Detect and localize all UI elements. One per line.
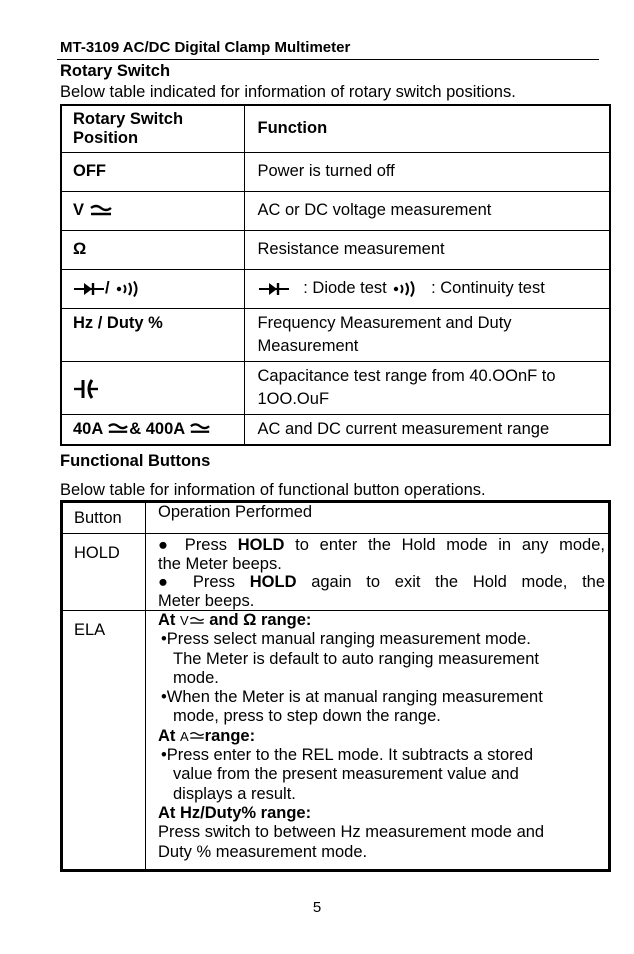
buttons-intro: Below table for information of functional button operations. (60, 481, 486, 499)
position-cell (61, 414, 244, 445)
position-cell: Ω (61, 230, 244, 269)
table-row (62, 611, 610, 871)
hold-line (158, 573, 605, 592)
ela-line: Press switch to between Hz measurement mode and (158, 823, 545, 842)
function-cell (244, 269, 610, 308)
symbol-a: A (180, 728, 189, 744)
ac-dc-icon (107, 421, 129, 437)
position-separator: / (105, 279, 110, 297)
operation-cell (146, 534, 610, 611)
ela-line: Duty % measurement mode. (158, 842, 368, 861)
ela-heading (158, 727, 605, 746)
text: to enter the Hold mode in any mode, (284, 536, 605, 554)
ela-line: mode, press to step down the range. (173, 707, 441, 726)
ela-heading: At Hz/Duty% range: (158, 803, 312, 822)
function-cell: AC or DC voltage measurement (244, 191, 610, 230)
text: and Ω range: (204, 611, 312, 629)
position-cell: Hz / Duty % (61, 308, 244, 361)
operation-cell (146, 611, 610, 871)
table-row (61, 361, 610, 414)
ela-line: The Meter is default to auto ranging measurement (173, 649, 539, 668)
button-name-cell: ELA (62, 611, 146, 871)
function-cell: Capacitance test range from 40.OOnF to 1OO.OuF (244, 361, 610, 414)
table-header-row (62, 502, 610, 534)
header-function: Function (244, 105, 610, 152)
ela-heading (158, 611, 605, 630)
header-position: Rotary Switch Position (61, 105, 244, 152)
diode-icon (73, 281, 105, 297)
table-row (61, 191, 610, 230)
ela-line: value from the present measurement value and (173, 765, 519, 784)
table-row (61, 308, 610, 361)
page-number: 5 (312, 899, 322, 916)
diode-icon (258, 281, 290, 297)
text: At (158, 611, 180, 629)
current-range-b: & 400A (129, 419, 190, 438)
table-row (62, 534, 610, 611)
text: ● Press (158, 536, 238, 554)
diode-test-text: : Diode test (298, 279, 387, 297)
current-range-a: 40A (73, 419, 108, 438)
text-bold: HOLD (249, 573, 297, 591)
document-header: MT-3109 AC/DC Digital Clamp Multimeter (60, 39, 351, 56)
table-row (61, 414, 610, 445)
ela-line: displays a result. (173, 784, 296, 803)
button-name-cell: HOLD (62, 534, 146, 611)
position-cell (61, 269, 244, 308)
ela-line: mode. (173, 668, 219, 687)
header-button: Button (62, 502, 146, 534)
table-row (61, 269, 610, 308)
text: again to exit the Hold mode, the (296, 573, 606, 591)
text: At (158, 726, 180, 745)
functional-buttons-table (60, 500, 611, 872)
ela-line: •Press select manual ranging measurement mode. (161, 630, 531, 649)
buttons-section-title: Functional Buttons (60, 452, 211, 470)
table-row (61, 230, 610, 269)
rotary-switch-table (60, 104, 611, 446)
function-cell: Frequency Measurement and Duty Measurement (244, 308, 610, 361)
header-operation: Operation Performed (146, 502, 610, 534)
capacitor-icon (73, 378, 99, 400)
hold-line: Meter beeps. (158, 591, 255, 610)
ela-line: •Press enter to the REL mode. It subtracts a stored (161, 746, 534, 765)
symbol-v: V (180, 613, 189, 628)
continuity-icon (114, 281, 140, 297)
text-bold: HOLD (237, 536, 285, 554)
ac-dc-icon (189, 615, 205, 627)
table-row (61, 152, 610, 191)
function-cell: Power is turned off (244, 152, 610, 191)
ac-dc-icon (89, 203, 113, 219)
rotary-section-title: Rotary Switch (60, 62, 171, 80)
header-divider (57, 59, 599, 60)
rotary-intro: Below table indicated for information of rotary switch positions. (60, 83, 516, 101)
continuity-icon (391, 281, 417, 297)
text: range: (204, 726, 256, 745)
table-header-row (61, 105, 610, 152)
hold-line (158, 536, 605, 555)
position-cell (61, 191, 244, 230)
continuity-test-text: : Continuity test (426, 279, 545, 297)
position-label: V (73, 201, 85, 219)
text: ● Press (158, 573, 250, 591)
ela-line: •When the Meter is at manual ranging measurement (161, 688, 543, 707)
function-cell: Resistance measurement (244, 230, 610, 269)
hold-line: the Meter beeps. (158, 554, 282, 573)
position-cell (61, 361, 244, 414)
position-cell: OFF (61, 152, 244, 191)
ac-dc-icon (189, 421, 211, 437)
function-cell: AC and DC current measurement range (244, 414, 610, 445)
ac-dc-icon (189, 730, 205, 742)
